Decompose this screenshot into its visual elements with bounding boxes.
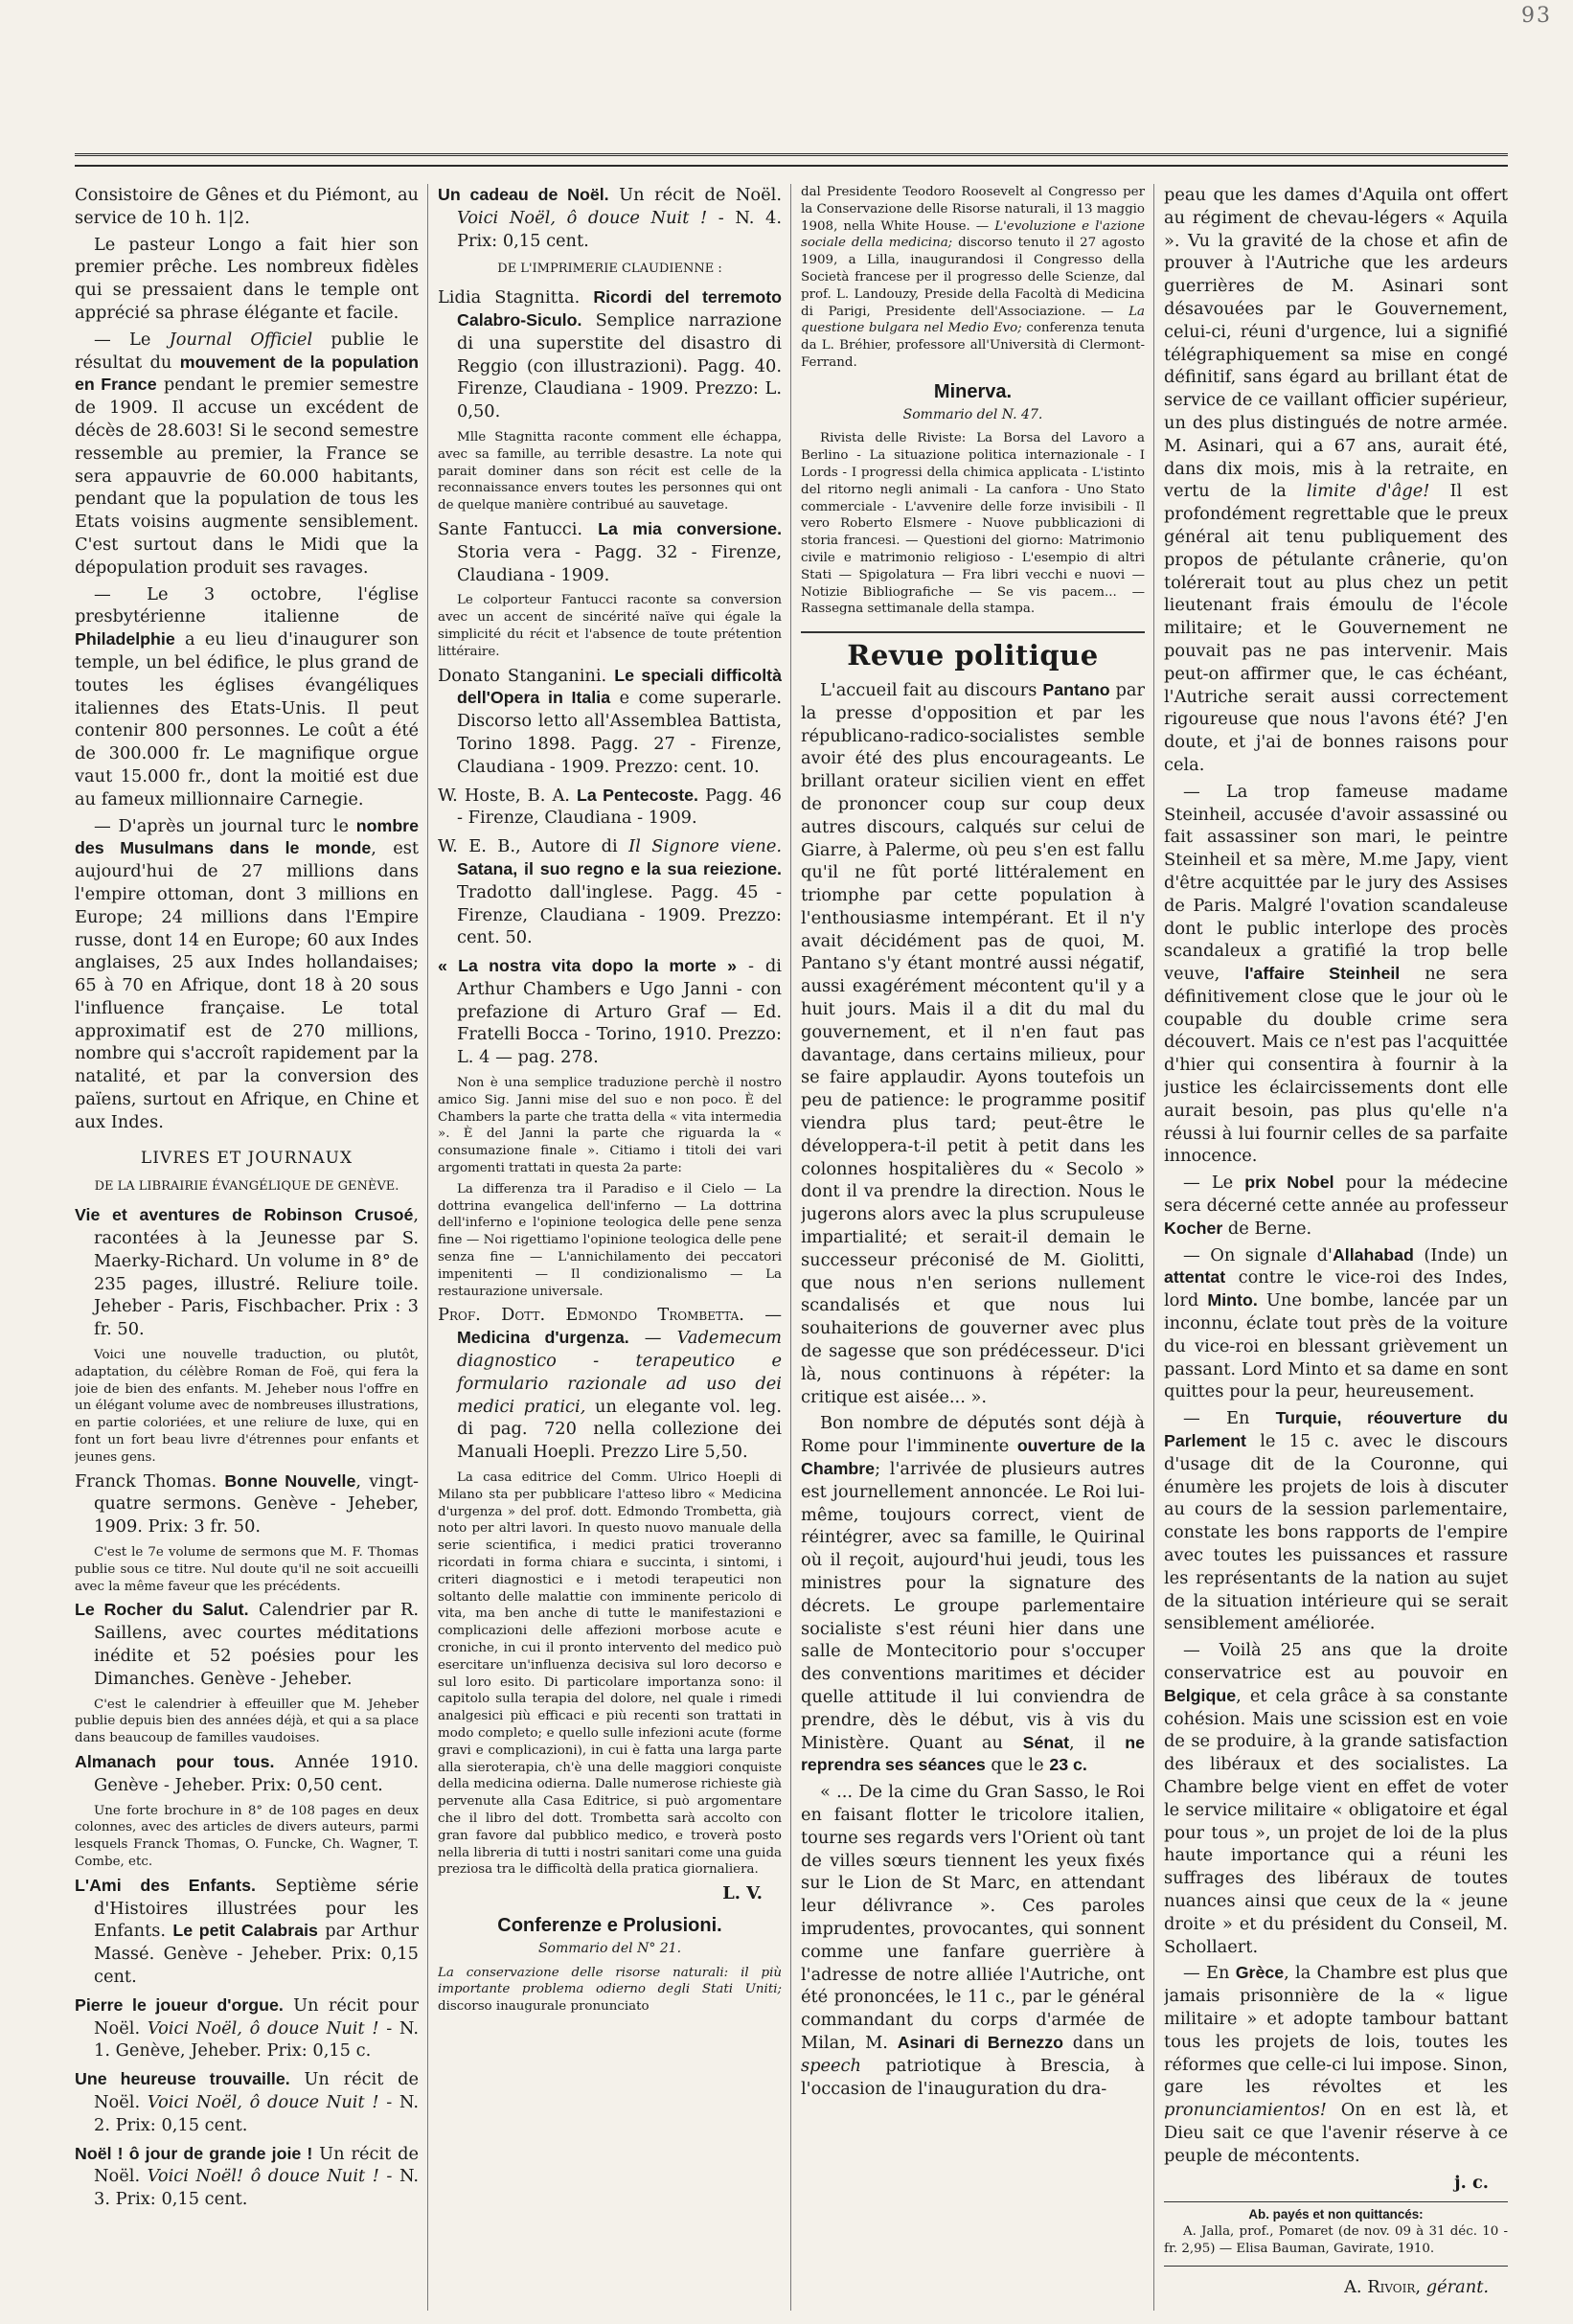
paragraph-nobel: — Le prix Nobel pour la médecine sera décerné cette année au professeur Kocher de Berne. — [1164, 1173, 1508, 1239]
paragraph-musulmans: — D'après un journal turc le nombre des Musulmans dans le monde, est aujourd'hui de 27 millions dans l'empire ottoman, dont 3 millions en Europe; 24 millions dans l'Empire russe, dont 14 en Europe; 60 aux Indes anglaises, 25 aux Indes hollandaises; 65 à 70 en Afrique, dont 18 à 20 sous l'influence française. Le total approximatif est de 270 millions, nombre qui s'accroît rapidement par la natalité, et par la conversion des païens, surtout en Afrique, en Chine et aux Indes. — [75, 815, 419, 1132]
top-rule — [75, 153, 1508, 167]
book-note-robinson: Voici une nouvelle traduction, ou plutôt, adaptation, du célèbre Roman de Foë, qui fera la joie de bien des enfants. M. Jeheber nous l'offre en un élégant volume avec de nombreuses illustrations, en partie coloriées, et une reliure de luxe, qui en font un fort beau livre d'étrennes pour enfants et jeunes gens. — [75, 1348, 419, 1465]
column-4 — [1164, 184, 1508, 2311]
book-entry-noel-joie: Noël ! ô jour de grande joie ! Un récit de Noël. Voici Noël! ô douce Nuit ! - N. 3. Prix: 0,15 cent. — [75, 2143, 420, 2210]
revue-politique-title: Revue politique — [801, 631, 1145, 668]
paragraph-philadelphie: — Le 3 octobre, l'église presbytérienne italienne de Philadelphie a eu lieu d'inaugurer son temple, un bel édifice, le plus grand de toutes les églises évangéliques italiennes des Etats-Unis. Il peut contenir 800 personnes. Le coût a été de 300.000 fr. Le magnifique orgue vaut 15.000 fr., dont la moitié est due au fameux millionnaire Carnegie. — [75, 583, 419, 809]
paragraph-consistoire: Consistoire de Gênes et du Piémont, au service de 10 h. 1|2. — [75, 185, 419, 228]
paragraph-grece: — En Grèce, la Chambre est plus que jamais prisonnière de la « ligue militaire » et adopte tambour battant tous les projets de lois, toutes les réformes que celle-ci lui impose. Sinon, gare les révoltes et les pronunciamientos! On en est là, et Dieu sait ce que l'avenir réserve à ce peuple de mécontents. — [1164, 1963, 1508, 2166]
book-entry-vita-morte: « La nostra vita dopo la morte » - di Arthur Chambers e Ugo Janni - con prefazione di Arturo Graf — Ed. Fratelli Bocca - Torino, 1910. Prezzo: L. 4 — pag. 278. — [438, 956, 782, 1068]
book-entry-almanach: Almanach pour tous. Année 1910. Genève - Jeheber. Prix: 0,50 cent. — [75, 1751, 419, 1795]
book-note-almanach: Une forte brochure in 8° de 108 pages en deux colonnes, avec des articles de divers auteurs, parmi lesquels Franck Thomas, O. Funcke, Ch. Wagner, T. Combe, etc. — [75, 1803, 419, 1869]
magazine-subtitle-conferenze: Sommario del N° 21. — [537, 1940, 682, 1956]
book-note-trombetta: La casa editrice del Comm. Ulrico Hoepli di Milano sta per pubblicare l'atteso libro « Medicina d'urgenza » del prof. dott. Edmondo Trombetta, già noto per altri lavori. In questo nuovo manuale della serie scientifica, i medici pratici troveranno ricordati in forma chiara e succinta, i sintomi, i criteri diagnostici e i metodi terapeutici non soltanto delle malattie con imminente pericolo di vita, ma ben anche di tutte le manifestazioni e complicazioni delle affezioni morbose acute e croniche, in cui il pronto intervento del medico può esercitare un'influenza decisiva sul loro decorso e sul loro esito. Di particolare importanza sono: il capitolo sulla terapia del dolore, nel quale i rimedi analgesici più efficaci e più recenti son trattati in modo completo; e quello sulle infezioni acute (forme gravi e complicazioni), in cui è fatta una larga parte alla sieroterapia, ch'è una delle maggiori conquiste della medicina odierna. Dalle numerose richieste già pervenute alla Casa Editrice, si può argomentare che il libro del dott. Trombetta sarà accolto con gran favore dal pubblico medico, e troverà posto nella libreria di tutti i nostri sanitari come una guida preziosa tra le difficoltà della pratica giornaliera. — [438, 1470, 782, 1878]
book-entry-pierre: Pierre le joueur d'orgue. Un récit pour Noël. Voici Noël, ô douce Nuit ! - N. 1. Genève, Jeheber. Prix: 0,15 c. — [75, 1994, 420, 2062]
paragraph-longo: Le pasteur Longo a fait hier son premier prêche. Les nombreux fidèles qui se pressaient dans le temple ont apprécié sa phrase élégante et facile. — [75, 234, 419, 323]
book-note-fantucci: Le colporteur Fantucci raconte sa conversion avec un accent de sincérité naïve qui égale la simplicité du récit et l'absence de toute prétention littéraire. — [438, 593, 782, 659]
paragraph-pantano: L'accueil fait au discours Pantano par la presse d'opposition et par les républicano-radico-socialistes semble avoir été des plus encourageants. Le brillant orateur sicilien vient en effet de prononcer coup sur coup deux autres discours, calqués sur celui de Giarre, à Palerme, où peu s'en est fallu qu'il ne fût porté littéralement en triomphe par cette population à l'enthousiasme intempérant. Et il n'y avait décidément pas de quoi, M. Pantano s'y étant montré aussi négatif, aussi exagérément mécontent qu'il y a huit jours. Mais il a dit du mal du gouvernement, et il n'en faut pas davantage, dans certains milieux, pour se faire applaudir. Ayons toutefois un peu de patience: le programme positif viendra plus tard; peut-être le développera-t-il petit à petit dans les colonnes hospitalières du « Secolo » dont il va prendre la direction. Nous le jugerons alors avec la plus scrupuleuse impartialité; et serait-il demain le successeur préconisé de M. Giolitti, que nous n'en serions nullement scandalisés et que nous lui souhaiterions de gouverner avec plus de sagesse que son prédécesseur. D'ici là, nous continuons à répéter: la critique est aisée... ». — [801, 679, 1146, 1407]
signature-jc: j. c. — [1454, 2172, 1489, 2193]
magazine-subtitle-minerva: Sommario del N. 47. — [902, 406, 1043, 422]
book-entry-ami-enfants: L'Ami des Enfants. Septième série d'Histoires illustrées pour les Enfants. Le petit Calabrais par Arthur Massé. Genève - Jeheber. Prix: 0,15 cent. — [75, 1875, 419, 1987]
magazine-title-minerva: Minerva. — [933, 380, 1013, 402]
signature-lv: L. V. — [722, 1883, 763, 1904]
book-entry-trombetta: Prof. Dott. Edmondo Trombetta. — Medicina d'urgenza. — Vademecum diagnostico - terapeutico e formulario razionale ad uso dei medici pratici, un elegante vol. leg. di pag. 720 nella collezione dei Manuali Hoepli. Prezzo Lire 5,50. — [438, 1305, 783, 1463]
column-1 — [75, 184, 428, 2311]
paragraph-turquie: — En Turquie, réouverture du Parlement le 15 c. avec le discours d'usage dit de la Couronne, qui énumère les projets de lois à discuter au cours de la session parlementaire, constate les bons rapports de l'empire avec toutes les puissances et rassure les représentants de la nation au sujet de la situation intérieure qui se serait sensiblement améliorée. — [1164, 1408, 1508, 1634]
book-note-vita-morte-2: La differenza tra il Paradiso e il Cielo — La dottrina evangelica dell'inferno — La dottrina dell'inferno e l'opinione teologica delle pene senza fine — Noi rigettiamo l'opinione teologica delle pene senza fine — L'annichilamento dei peccatori impenitenti — Il condizionalismo — La restaurazione universale. — [438, 1181, 782, 1299]
book-entry-satana: W. E. B., Autore di Il Signore viene. Satana, il suo regno e la sua reiezione. Tradotto dall'inglese. Pagg. 45 - Firenze, Claudiana - 1909. Prezzo: cent. 50. — [438, 836, 783, 948]
book-note-vita-morte: Non è una semplice traduzione perchè il nostro amico Sig. Janni mise del suo e non poco. È del Chambers la parte che tratta della « vita intermedia ». È del Janni la parte che riguarda la « consumazione finale ». Citiamo i titoli dei vari argomenti trattati in questa 2a parte: — [438, 1076, 782, 1176]
column-2 — [438, 184, 791, 2311]
book-entry-stagnitta: Lidia Stagnitta. Ricordi del terremoto Calabro-Siculo. Semplice narrazione di una superstite del disastro di Reggio (con illustrazioni). Pagg. 40. Firenze, Claudiana - 1909. Prezzo: L. 0,50. — [438, 287, 783, 422]
paragraph-belgique: — Voilà 25 ans que la droite conservatrice est au pouvoir en Belgique, et cela grâce à sa constante cohésion. Mais une scission est en voie de se produire, à la grande satisfaction des libéraux et des socialistes. La Chambre belge vient en effet de voter le service militaire « obligatoire et égal pour tous », un projet de loi de la plus haute importance qui a réuni les suffrages des libéraux de toutes nuances ainsi que ceux de la « jeune droite » et du président du Conseil, M. Schollaert. — [1164, 1640, 1508, 1957]
section-title-livres: LIVRES ET JOURNAUX — [140, 1148, 353, 1168]
section-subtitle-claudienne: DE L'IMPRIMERIE CLAUDIENNE : — [497, 262, 722, 277]
paragraph-depopulation: — Le Journal Officiel publie le résultat du mouvement de la population en France pendant le premier semestre de 1909. Il accuse un excédent de décès de 28.603! Si le second semestre ressemble au premier, la France se sera appauvrie de 60.000 habitants, pendant que la population de tous les Etats voisins augmente sensiblement. C'est surtout dans le Midi que la dépopulation produit ses ravages. — [75, 329, 420, 578]
page-number: 93 — [1521, 4, 1552, 28]
paragraph-steinheil: — La trop fameuse madame Steinheil, accusée d'avoir assassiné ou fait assassiner son mari, le peintre Steinheil et sa mère, M.me Japy, vient d'être acquittée par le jury des Assises de Paris. Malgré l'ovation scandaleuse dont le public interlope des procès scandaleux a gratifié la trop belle veuve, l'affaire Steinheil ne sera définitivement close que le jour où le coupable du double crime sera découvert. Mais ce n'est pas l'acquittée d'hier qui consentira à fournir à la justice les éclaircissements dont elle aurait besoin, pas plus qu'elle n'a réussi à lui fournir celles de sa parfaite innocence. — [1164, 781, 1508, 1167]
book-entry-cadeau: Un cadeau de Noël. Un récit de Noël. Voici Noël, ô douce Nuit ! - N. 4. Prix: 0,15 cent. — [438, 185, 782, 251]
magazine-text-minerva: Rivista delle Riviste: La Borsa del Lavoro a Berlino - La situazione politica internazionale - I Lords - I progressi della chimica applicata - L'istinto del ritorno negli animali - La canfora - Uno Stato commerciale - L'avvenire delle forze invisibili - Il vero Roberto Elsmere - Nuove pubblicazioni di storia francesi. — Questioni del giorno: Matrimonio civile e matrimonio religioso - L'esempio di altri Stati — Spigolatura — Fra libri vecchi e nuovi — Notizie Bibliografiche — Se vis pacem... — Rassegna settimanale della stampa. — [801, 431, 1145, 617]
book-note-bonne-nouvelle: C'est le 7e volume de sermons que M. F. Thomas publie sous ce titre. Nul doute qu'il ne soit accueilli avec la même faveur que les précédents. — [75, 1545, 419, 1594]
book-entry-stanganini: Donato Stanganini. Le speciali difficoltà dell'Opera in Italia e come superarle. Discorso letto all'Assemblea Battista, Torino 1898. Pagg. 27 - Firenze, Claudiana - 1909. Prezzo: cent. 10. — [438, 665, 782, 777]
paragraph-allahabad: — On signale d'Allahabad (Inde) un attentat contre le vice-roi des Indes, lord Minto. Une bombe, lancée par un inconnu, éclate tout près de la voiture du vice-roi en blessant grièvement un passant. Lord Minto et sa dame en sont quittes pour la peur, heureusement. — [1164, 1244, 1508, 1402]
book-entry-robinson: Vie et aventures de Robinson Crusoé, racontées à la Jeunesse par S. Maerky-Richard. Un volume in 8° de 235 pages, illustré. Reliure toile. Jeheber - Paris, Fischbacher. Prix : 3 fr. 50. — [75, 1205, 419, 1340]
book-note-stagnitta: Mlle Stagnitta raconte comment elle échappa, avec sa famille, au terrible desastre. La note qui parait dominer dans son récit est celle de la reconnaissance envers toutes les personnes qui ont de quelque manière contribué au sauvetage. — [438, 429, 782, 513]
column-3 — [801, 184, 1154, 2311]
paragraph-asinari-cont: peau que les dames d'Aquila ont offert au régiment de chevau-légers « Aquila ». Vu la gravité de la chose et afin de prouver à l'Autriche que les ardeurs guerrières de M. Asinari sont désavouées par le Gouvernement, celui-ci, réuni d'urgence, lui a signifié télégraphiquement sa mise en congé définitif, sans égard au brillant état de service de ce vaillant officier supérieur, un des plus distingués de notre armée. M. Asinari, qui a 67 ans, aurait été, dans dix mois, mis à la retraite, en vertu de la limite d'âge! Il est profondément regrettable que le preux général ait tenu publiquement des propos de pétulante crânerie, qu'on tolérerait tout au plus chez un petit lieutenant frais émoulu de l'école militaire; et le Gouvernement ne pouvait pas ne pas intervenir. Mais peut-on affirmer que, le cas échéant, l'Autriche serait aussi correctement rigoureuse que nous l'avons été? J'en doute, et j'ai de bonnes raisons pour cela. — [1164, 185, 1508, 775]
subscriptions-text: A. Jalla, prof., Pomaret (de nov. 09 à 31 déc. 10 - fr. 2,95) — Elisa Bauman, Gavirate, 1910. — [1164, 2224, 1508, 2256]
book-entry-trouvaille: Une heureuse trouvaille. Un récit de Noël. Voici Noël, ô douce Nuit ! - N. 2. Prix: 0,15 cent. — [75, 2069, 420, 2135]
magazine-text-conferenze: La conservazione delle risorse naturali: il più importante problema odierno degli Stati Uniti; discorso inaugurale pronunciato — [438, 1965, 782, 2015]
magazine-text-conferenze-cont: dal Presidente Teodoro Roosevelt al Congresso per la Conservazione delle Risorse naturali, il 13 maggio 1908, nella White House. — L'evoluzione e l'azione sociale della medicina; discorso tenuto il 27 agosto 1909, a Lilla, inaugurandosi il Congresso della Società francese per il progresso delle Scienze, dal prof. L. Landouzy, Preside della Facoltà di Medicina di Parigi, Presidente dell'Associazione. — La questione bulgara nel Medio Evo; conferenza tenuta da L. Bréhier, professore all'Università di Clermont-Ferrand. — [801, 185, 1145, 370]
book-entry-bonne-nouvelle: Franck Thomas. Bonne Nouvelle, vingt-quatre sermons. Genève - Jeheber, 1909. Prix: 3 fr. 50. — [75, 1470, 419, 1538]
book-entry-rocher: Le Rocher du Salut. Calendrier par R. Saillens, avec courtes méditations inédite et 52 poésies pour les Dimanches. Genève - Jeheber. — [75, 1600, 419, 1689]
paragraph-asinari: « ... De la cime du Gran Sasso, le Roi en faisant flotter le tricolore italien, tourne ses regards vers l'Orient où tant de villes sœurs tiennent les yeux fixés sur le Lion de St Marc, en attendant leur délivrance ». Ces paroles imprudentes, provocantes, qui sonnent comme une fanfare guerrière à l'adresse de notre alliée l'Autriche, ont été prononcées, le 11 c., par le général commandant du corps d'armée de Milan, M. Asinari di Bernezzo dans un speech patriotique à Brescia, à l'occasion de l'inauguration du dra- — [801, 1782, 1145, 2099]
magazine-title-conferenze: Conferenze e Prolusioni. — [497, 1914, 722, 1936]
book-note-rocher: C'est le calendrier à effeuiller que M. Jeheber publie depuis bien des années déjà, et qui a sa place dans beaucoup de familles vaudoises. — [75, 1697, 419, 1746]
subscriptions-box — [1164, 2201, 1508, 2266]
book-entry-hoste: W. Hoste, B. A. La Pentecoste. Pagg. 46 - Firenze, Claudiana - 1909. — [438, 785, 782, 829]
gerant-line: A. Rivoir, gérant. — [1344, 2276, 1489, 2297]
book-entry-fantucci: Sante Fantucci. La mia conversione. Storia vera - Pagg. 32 - Firenze, Claudiana - 1909. — [438, 518, 783, 585]
section-subtitle-librairie: DE LA LIBRAIRIE ÉVANGÉLIQUE DE GENÈVE. — [94, 1179, 399, 1195]
paragraph-chambre: Bon nombre de députés sont déjà à Rome pour l'imminente ouverture de la Chambre; l'arrivée de plusieurs autres est journellement annoncée. Le Roi lui-même, toujours correct, vient de réintégrer, avec sa famille, le Quirinal où il reçoit, aujourd'hui jeudi, tous les ministres pour la signature des décrets. Le groupe parlementaire socialiste s'est réuni hier dans une salle de Montecitorio pour s'occuper des conventions maritimes et décider quelle attitude il lui conviendra de prendre, dès le début, vis à vis du Ministère. Quant au Sénat, il ne reprendra ses séances que le 23 c. — [801, 1413, 1146, 1776]
page-body — [75, 184, 1508, 2311]
subscriptions-title: Ab. payés et non quittancés: — [1248, 2207, 1424, 2222]
